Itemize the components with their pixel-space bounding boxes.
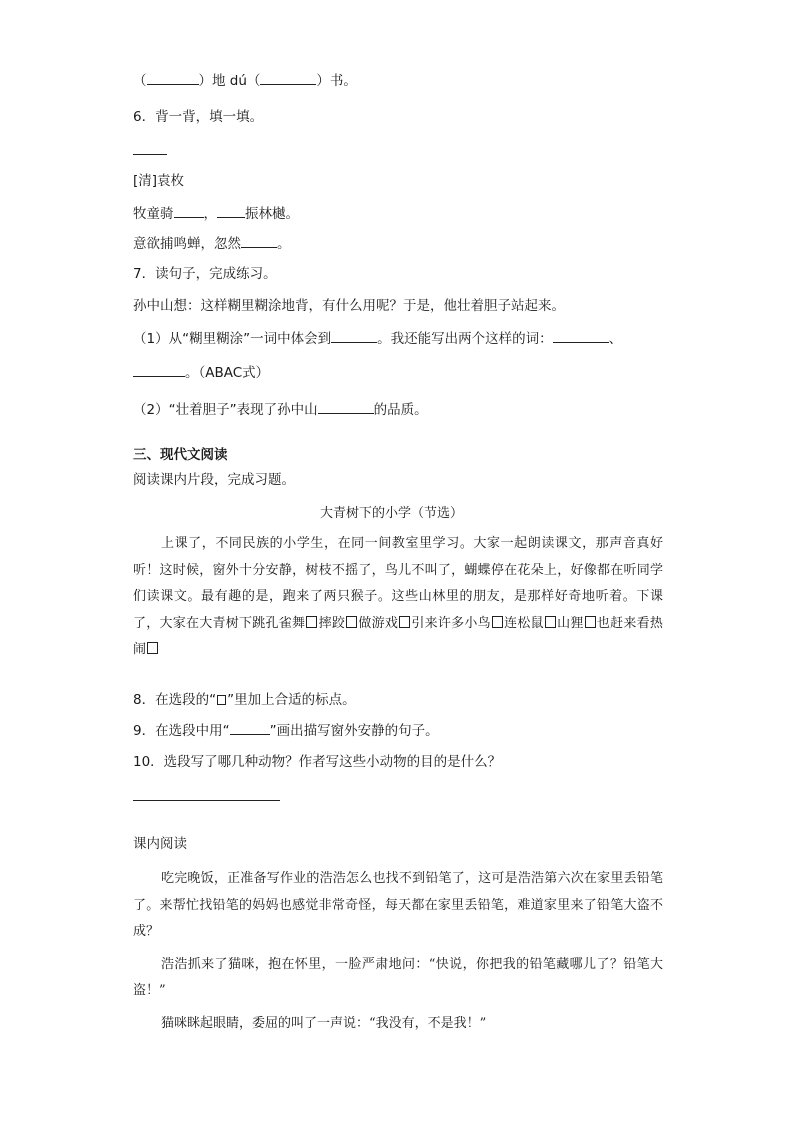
question-7-sub1-cont: 。（ABAC式） bbox=[133, 362, 269, 383]
reading-paragraph-3: 猫咪眯起眼睛，委屈的叫了一声说：“我没有，不是我！” bbox=[161, 1015, 487, 1031]
answer-blank[interactable] bbox=[147, 70, 199, 85]
section-3-instruction: 阅读课内片段，完成习题。 bbox=[133, 472, 295, 488]
answer-blank[interactable] bbox=[217, 203, 245, 218]
reading-body bbox=[133, 866, 663, 1037]
punctuation-box[interactable] bbox=[147, 642, 158, 654]
reading-paragraph-2: 浩浩抓来了猫咪，抱在怀里，一脸严肃地问：“快说，你把我的铅笔藏哪儿了？铅笔大盗！” bbox=[133, 956, 663, 998]
passage-body: 上课了，不同民族的小学生，在同一间教室里学习。大家一起朗读课文，那声音真好听！这时候，窗外十分安静，树枝不摇了，鸟儿不叫了，蝴蝶停在花朵上，好像都在听同学们读课文。最有趣的是，跑来了两只猴子。这些山林里的朋友，是那样好奇地听着。下课了，大家在大青树下跳孔雀舞 摔跤 做游戏 引来许多小鸟 连松鼠 山狸 也赶来看热闹 bbox=[133, 536, 663, 657]
reading-heading: 课内阅读 bbox=[133, 836, 187, 852]
question-9: 9．在选段中用“ ”画出描写窗外安静的句子。 bbox=[133, 720, 439, 741]
poem-author: [清]袁枚 bbox=[133, 173, 185, 189]
underline-symbol bbox=[230, 720, 270, 735]
answer-blank[interactable] bbox=[318, 399, 374, 414]
punctuation-box[interactable] bbox=[399, 616, 410, 628]
question-7-prompt: 7．读句子，完成练习。 bbox=[133, 266, 277, 282]
question-8: 8．在选段的“ ”里加上合适的标点。 bbox=[133, 692, 356, 708]
answer-blank[interactable] bbox=[553, 328, 609, 343]
question-7-sentence: 孙中山想：这样糊里糊涂地背，有什么用呢？于是，他壮着胆子站起来。 bbox=[133, 298, 565, 314]
poem-line-1: 牧童骑 ， 振林樾。 bbox=[133, 203, 299, 224]
answer-blank[interactable] bbox=[241, 233, 277, 248]
punctuation-box[interactable] bbox=[306, 616, 317, 628]
poem-line-2: 意欲捕鸣蝉，忽然 。 bbox=[133, 233, 291, 254]
answer-blank[interactable] bbox=[260, 70, 316, 85]
question-7-sub1: （1）从“糊里糊涂”一词中体会到 。我还能写出两个这样的词： 、 bbox=[133, 328, 622, 349]
answer-blank[interactable] bbox=[331, 328, 377, 343]
poem-title-blank[interactable] bbox=[133, 154, 167, 155]
question-5-line: （ ）地 dú（ ）书。 bbox=[133, 70, 357, 91]
question-7-sub2: （2）“壮着胆子”表现了孙中山 的品质。 bbox=[133, 399, 428, 420]
answer-blank[interactable] bbox=[133, 362, 185, 377]
punctuation-box[interactable] bbox=[545, 616, 556, 628]
answer-blank[interactable] bbox=[174, 203, 204, 218]
section-3-heading: 三、现代文阅读 bbox=[133, 447, 228, 463]
punctuation-box[interactable] bbox=[585, 616, 596, 628]
punctuation-box[interactable] bbox=[492, 616, 503, 628]
question-10: 10．选段写了哪几种动物？作者写这些小动物的目的是什么？ bbox=[133, 754, 502, 770]
box-symbol-icon bbox=[217, 695, 226, 705]
passage-title: 大青树下的小学（节选） bbox=[320, 506, 464, 521]
reading-paragraph-1: 吃完晚饭，正准备写作业的浩浩怎么也找不到铅笔了，这可是浩浩第六次在家里丢铅笔了。来帮忙找铅笔的妈妈也感觉非常奇怪，每天都在家里丢铅笔，难道家里来了铅笔大盗不成？ bbox=[133, 871, 663, 939]
answer-line[interactable] bbox=[133, 800, 280, 801]
punctuation-box[interactable] bbox=[346, 616, 357, 628]
question-6-prompt: 6．背一背，填一填。 bbox=[133, 109, 264, 125]
